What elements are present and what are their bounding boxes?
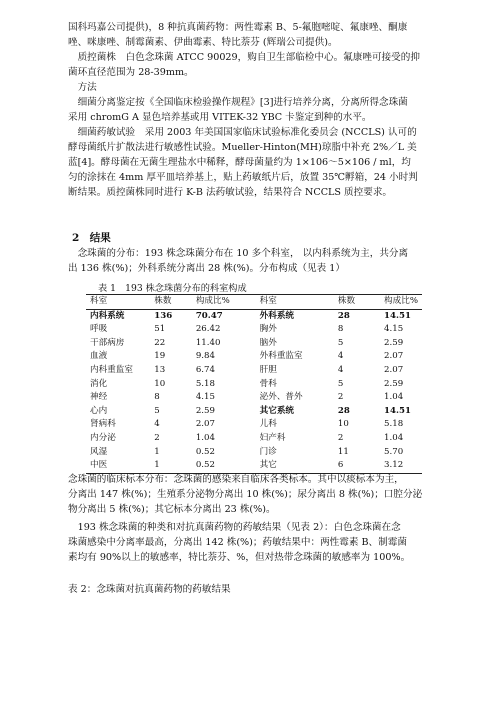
table-cell: 呼吸	[90, 324, 108, 335]
text-line: 细菌分离鉴定按《全国临床检验操作规程》[3]进行培养分离，分离所得念珠菌	[68, 97, 408, 108]
table-cell: 6	[334, 459, 380, 473]
table-cell: 风湿	[90, 446, 108, 457]
table-cell: 8	[337, 324, 344, 335]
table-cell: 干部病房	[90, 337, 125, 348]
table-cell: 6.74	[195, 364, 215, 375]
table-cell: 1.04	[384, 392, 404, 403]
table-cell: 5	[337, 378, 344, 389]
table-cell: 5.18	[195, 378, 215, 389]
table-cell: 4.15	[384, 324, 404, 335]
column-header: 构成比%	[192, 295, 256, 310]
table-cell: 8	[154, 392, 160, 403]
table-row	[86, 405, 422, 419]
table-cell: 14.51	[384, 310, 411, 321]
text-line: 质控菌株 白色念珠菌 ATCC 90029，购自卫生部临检中心。氟康唑可接受的抑	[68, 52, 420, 63]
table-cell: 19	[154, 351, 166, 362]
table2-caption: 表 2：念珠菌对抗真菌药物的药敏结果	[68, 584, 231, 595]
text-line: 细菌药敏试验 采用 2003 年美国国家临床试验标准化委员会 (NCCLS) 认可的	[68, 127, 417, 138]
table-cell: 4	[154, 419, 160, 430]
table-cell: 0.52	[195, 446, 215, 457]
table-cell: 28	[337, 405, 350, 416]
table-cell: 11	[337, 446, 349, 457]
text-line: 珠菌感染中分离率最高，分离出 142 株(%)；药敏结果中：两性霉素 B、制霉菌	[68, 537, 407, 548]
table-cell: 5.70	[384, 446, 404, 457]
table-cell: 4.15	[195, 392, 215, 403]
department-distribution-table	[86, 294, 422, 474]
table-cell: 肾病科	[90, 419, 116, 430]
text-line: 物分离出 5 株(%)；其它标本分离出 23 株(%)。	[68, 504, 276, 515]
table-cell: 肝胆	[259, 364, 277, 375]
table-cell: 5	[337, 337, 344, 348]
result-paragraph	[68, 520, 446, 565]
text-line: 采用 chromG A 显色培养基或用 VITEK-32 YBC 卡鉴定到种的水平。	[68, 112, 372, 123]
table-cell: 泌外、普外	[259, 392, 303, 403]
table-cell: 9.84	[195, 351, 215, 362]
table-cell: 内科系统	[90, 310, 125, 321]
column-header: 构成比%	[380, 295, 422, 310]
table-cell: 消化	[90, 378, 108, 389]
text-line: 方法	[68, 82, 97, 93]
table-cell: 胸外	[259, 324, 277, 335]
table-row	[86, 350, 422, 364]
table-cell: 外科系统	[259, 310, 295, 321]
table-cell: 70.47	[195, 310, 223, 321]
table-cell: 2	[337, 432, 344, 443]
table1-caption: 表 1 193 株念珠菌分布的科室构成	[98, 283, 247, 294]
distribution-paragraph	[68, 246, 446, 276]
table-cell: 其它系统	[259, 405, 295, 416]
table-row	[86, 418, 422, 432]
table-cell: 10	[154, 378, 166, 389]
table-cell: 2	[154, 432, 160, 443]
table-cell: 136	[154, 310, 173, 321]
table-row	[86, 323, 422, 337]
table-cell: 外科重监室	[259, 351, 303, 362]
table-cell: 神经	[90, 392, 108, 403]
table-cell: 26.42	[195, 324, 221, 335]
text-line: 素均有 90%以上的敏感率，特比萘芬、%，但对热带念珠菌的敏感率为 100%。	[68, 552, 411, 563]
table-cell: 5	[154, 405, 160, 416]
table-row	[86, 391, 422, 405]
table-cell: 51	[154, 324, 166, 335]
table-cell: 1.04	[195, 432, 215, 443]
text-line: 匀的涂抹在 4mm 厚平皿培养基上，贴上药敏纸片后，放置 35℃孵箱，24 小时判	[68, 172, 418, 183]
text-line: 出 136 株(%)；外科系统分离出 28 株(%)。分布构成（见表 1）	[68, 263, 345, 274]
text-line: 菌环直径范围为 28-39mm。	[68, 67, 194, 78]
text-line: 酵母菌纸片扩散法进行敏感性试验。Mueller-Hinton(MH)琼脂中补充 2%／L 美	[68, 142, 417, 153]
text-line: 国科玛嘉公司提供)，8 种抗真菌药物：两性霉素 B、5-氟胞嘧啶、氟康唑、酮康	[68, 22, 408, 33]
table-cell: 内分泌	[90, 432, 116, 443]
text-line: 分离出 147 株(%)；生殖系分泌物分离出 10 株(%)；尿分离出 8 株(%)；口腔分泌	[68, 489, 423, 500]
text-line: 蓝[4]。酵母菌在无菌生理盐水中稀释，酵母菌量约为 1×106～5×106 / ml，均	[68, 157, 411, 168]
table-cell: 4	[337, 364, 344, 375]
table-cell: 2.07	[384, 351, 404, 362]
table-row	[86, 446, 422, 460]
text-line: 断结果。质控菌株同时进行 K-B 法药敏试验，结果符合 NCCLS 质控要求。	[68, 187, 393, 198]
table-row	[86, 364, 422, 378]
table-cell: 2.59	[195, 405, 215, 416]
table-cell: 2.59	[384, 337, 404, 348]
table-cell: 13	[154, 364, 166, 375]
table-cell: 28	[337, 310, 350, 321]
table-cell: 内科重监室	[90, 364, 133, 375]
table-cell: 1.04	[384, 432, 404, 443]
table-cell: 心内	[90, 405, 108, 416]
column-header: 株数	[150, 295, 192, 310]
table-row	[86, 432, 422, 446]
intro-paragraph	[68, 20, 446, 200]
table-header-row	[86, 295, 422, 310]
table-cell: 妇产科	[259, 432, 286, 443]
table-cell: 2.07	[384, 364, 404, 375]
text-line: 念珠菌的分布：193 株念珠菌分布在 10 多个科室， 以内科系统为主，共分离	[68, 248, 409, 259]
table-cell: 门诊	[259, 446, 277, 457]
table-cell: 2	[337, 392, 344, 403]
text-line: 唑、咪康唑、制霉菌素、伊曲霉素、特比萘芬 (辉瑞公司提供)。	[68, 37, 338, 48]
table-cell: 22	[154, 337, 166, 348]
column-header: 株数	[334, 295, 380, 310]
table-cell: 0.52	[192, 459, 256, 473]
table-cell: 2.07	[195, 419, 215, 430]
section-heading: 2 结果	[72, 232, 111, 244]
column-header: 科室	[86, 295, 150, 310]
table-row	[86, 378, 422, 392]
table-cell: 骨科	[259, 378, 277, 389]
table-cell: 10	[337, 419, 349, 430]
table-cell: 1	[154, 446, 160, 457]
table-cell: 11.40	[195, 337, 221, 348]
table-cell: 1	[150, 459, 192, 473]
table-row	[86, 309, 422, 323]
text-line: 193 株念珠菌的种类和对抗真菌药物的药敏结果（见表 2）：白色念珠菌在念	[68, 522, 401, 533]
specimen-paragraph	[68, 472, 446, 517]
table-cell: 血液	[90, 351, 108, 362]
table-cell: 儿科	[259, 419, 277, 430]
table-cell: 5.18	[384, 419, 404, 430]
table-cell: 中医	[86, 459, 150, 473]
table-row	[86, 337, 422, 351]
table-cell: 3.12	[380, 459, 422, 473]
table-cell: 其它	[256, 459, 334, 473]
table-cell: 2.59	[384, 378, 404, 389]
table-cell: 14.51	[384, 405, 411, 416]
table-cell: 4	[337, 351, 344, 362]
column-header: 科室	[256, 295, 334, 310]
table-cell: 脑外	[259, 337, 277, 348]
text-line: 念珠菌的临床标本分布：念珠菌的感染来自临床各类标本。其中以痰标本为主，	[68, 474, 404, 485]
